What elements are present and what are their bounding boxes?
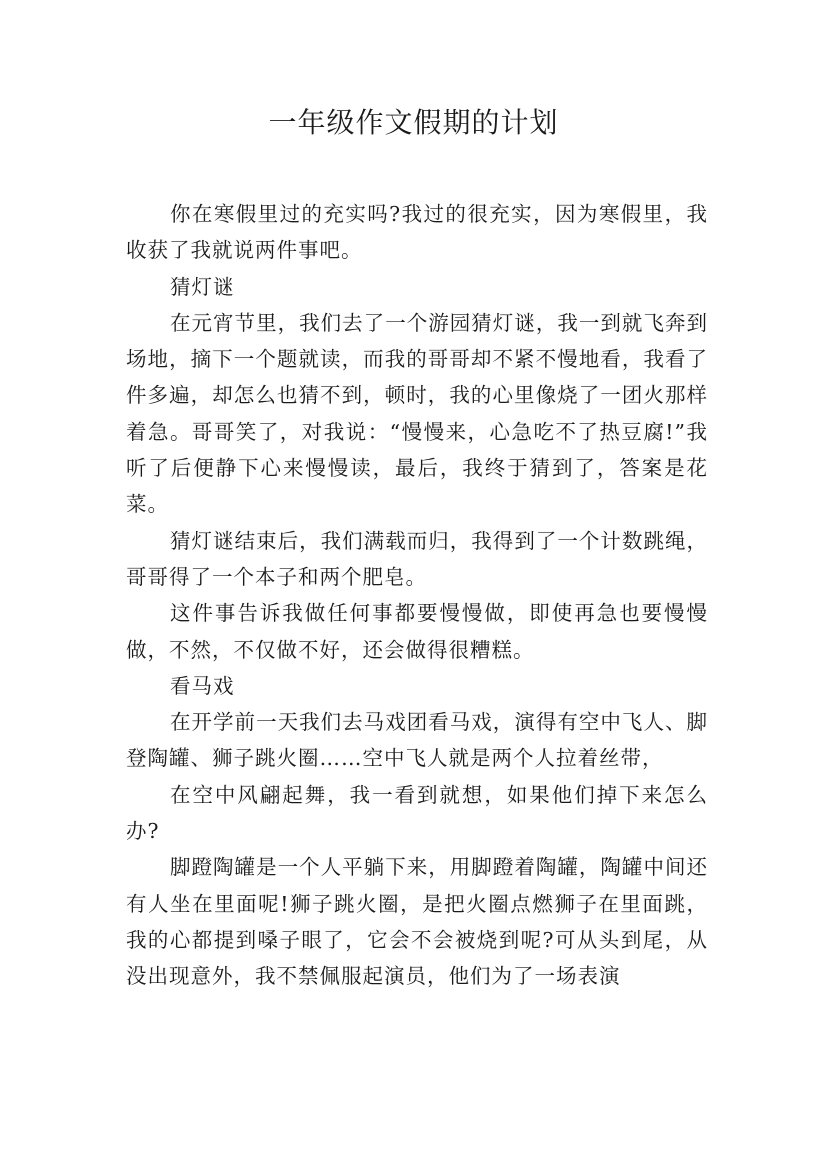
- section-heading-circus: 看马戏: [170, 673, 235, 698]
- paragraph-circus-intro: 在开学前一天我们去马戏团看马戏，演得有空中飞人、脚登陶罐、狮子跳火圈……空中飞人就是两个人拉着丝带，: [126, 710, 708, 771]
- paragraph-lantern-story: 在元宵节里，我们去了一个游园猜灯谜，我一到就飞奔到场地，摘下一个题就读，而我的哥哥却不紧不慢地看，我看了件多遍，却怎么也猜不到，顿时，我的心里像烧了一团火那样着急。哥哥笑了，对我说：“慢慢来，心急吃不了热豆腐!”我听了后便静下心来慢慢读，最后，我终于猜到了，答案是花菜。: [126, 310, 708, 517]
- section-heading-lantern-riddles: 猜灯谜: [170, 274, 235, 299]
- paragraph-intro: 你在寒假里过的充实吗?我过的很充实，因为寒假里，我收获了我就说两件事吧。: [126, 202, 708, 263]
- document-title: 一年级作文假期的计划: [268, 106, 559, 139]
- document-body: [126, 196, 708, 995]
- paragraph-circus-flying: 在空中风翩起舞，我一看到就想，如果他们掉下来怎么办?: [126, 782, 708, 844]
- paragraph-lantern-lesson: 这件事告诉我做任何事都要慢慢做，即使再急也要慢慢做，不然，不仅做不好，还会做得很糟糕。: [126, 601, 708, 662]
- paragraph-circus-acts: 脚蹬陶罐是一个人平躺下来，用脚蹬着陶罐，陶罐中间还有人坐在里面呢!狮子跳火圈，是把火圈点燃狮子在里面跳，我的心都提到嗓子眼了，它会不会被烧到呢?可从头到尾，从没出现意外，我不禁佩服起演员，他们为了一场表演: [126, 855, 708, 989]
- paragraph-lantern-result: 猜灯谜结束后，我们满载而归，我得到了一个计数跳绳，哥哥得了一个本子和两个肥皂。: [126, 528, 708, 589]
